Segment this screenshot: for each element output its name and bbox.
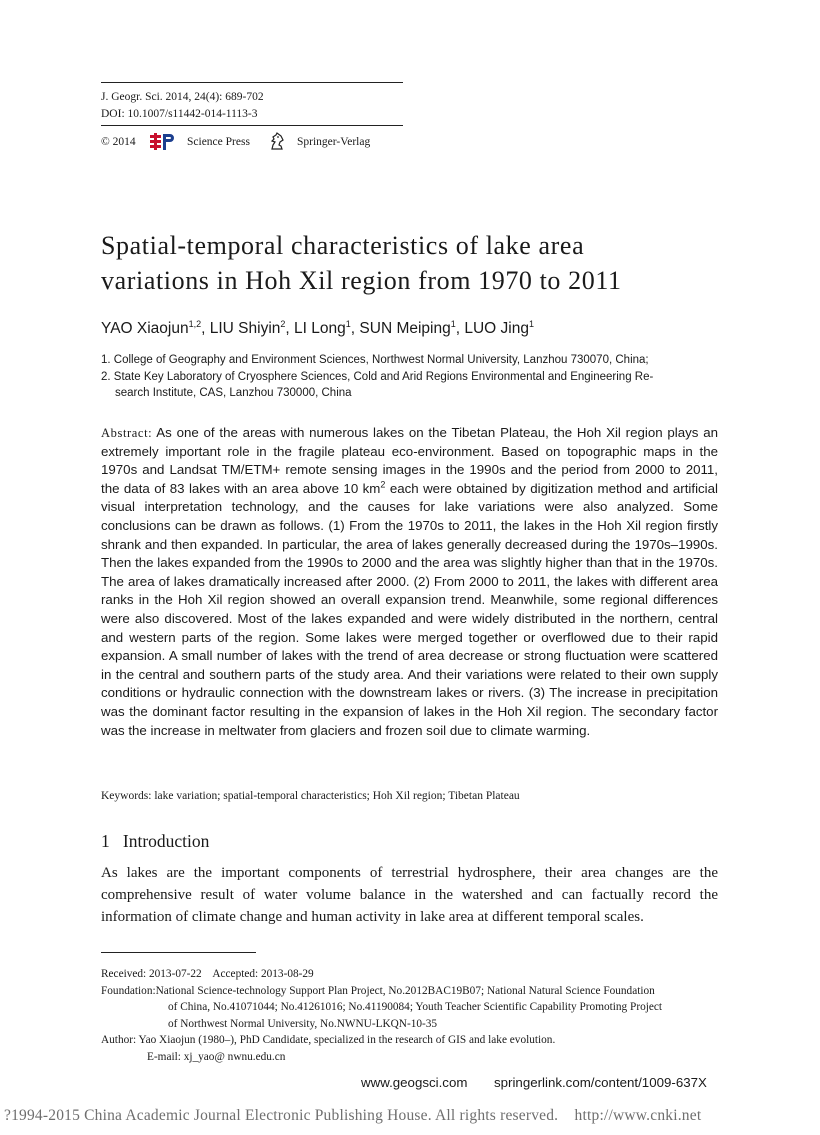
cnki-copyright-notice: ?1994-2015 China Academic Journal Electronic Publishing House. All rights reserved. http://www.cnki.net — [4, 1107, 702, 1124]
introduction-paragraph: As lakes are the important components of terrestrial hydrosphere, their area changes are the comprehensive result of water volume balance in the watershed and can factually record the information of climate change and human activity in lake area at different temporal scales. — [101, 865, 718, 925]
abstract-text-part-1: As one of the areas with numerous lakes on the Tibetan Plateau, the Hoh Xil region plays an extremely important role in the fragile plateau eco-environment. Based on topographic maps in the 1970s and Landsat TM/ETM+ remote sensing images in the 1990s and the period from 2000 to 2011, the data of 83 lakes with an area above 10 km — [101, 425, 718, 496]
footnote-rule — [101, 952, 256, 953]
affiliation-1: 1. College of Geography and Environment Sciences, Northwest Normal University, Lanzhou 730070, China; — [101, 354, 649, 366]
journal-citation: J. Geogr. Sci. 2014, 24(4): 689-702 — [101, 91, 264, 103]
author-bio: Author: Yao Xiaojun (1980–), PhD Candidate, specialized in the research of GIS and lake evolution. — [101, 1034, 556, 1046]
publisher-springer: Springer-Verlag — [297, 136, 371, 148]
author-2[interactable]: LI Long$^1$ — [294, 318, 351, 337]
foundation-line-2: of China, No.41071044; No.41261016; No.41190084; Youth Teacher Scientific Capability Promoting Project — [168, 1001, 663, 1013]
foundation-line-1: Foundation:National Science-technology Support Plan Project, No.2012BAC19B07; National Natural Science Foundation — [101, 984, 655, 997]
header-bottom-rule — [101, 125, 403, 126]
section-heading-introduction: 1 Introduction — [101, 831, 210, 851]
abstract — [101, 424, 718, 740]
springer-knight-logo-icon — [267, 131, 287, 151]
header-top-rule — [101, 82, 403, 83]
affiliations — [101, 352, 721, 402]
footer-website-link[interactable]: www.geogsci.com — [361, 1075, 468, 1090]
abstract-text-part-2: each were obtained by digitization method and artificial visual interpretation technology, and the causes for lake variations were also analyzed. Some conclusions can be drawn as follows. (1) From the 1970s to 2011, the lakes in the Hoh Xil region firstly shrank and then expanded. In particular, the area of lakes generally decreased during the 1970s–1990s. Then the lakes expanded from the 1990s to 2000 and the area was slightly higher than that in the 1970s. The area of lakes dramatically increased after 2000. (2) From 2000 to 2011, the lakes with different area ranks in the Hoh Xil region showed an overall expansion trend. Meanwhile, some regional differences were also discovered. Most of the lakes expanded and were widely distributed in the northern, central and western parts of the region. Some lakes were merged together or overflowed due to their rapid expansion. A small number of lakes with the trend of area decrease or strong fluctuation were scattered in the central and southern parts of the study area. And their variations were related to their own supply conditions or hydraulic connection with the downstream lakes or rivers. (3) The increase in precipitation was the dominant factor resulting in the expansion of lakes in the Hoh Xil region. The secondary factor was the increase in meltwater from glaciers and frozen soil due to climate warming. — [101, 480, 718, 738]
title-line-2: variations in Hoh Xil region from 1970 to 2011 — [101, 266, 622, 295]
footnotes — [101, 966, 721, 1065]
author-1[interactable]: LIU Shiyin$^2$ — [209, 318, 286, 337]
copyright-year: © 2014 — [101, 136, 136, 148]
author-list: YAO Xiaojun$^{1,2}$, LIU Shiyin$^2$, LI Long$^1$, SUN Meiping$^1$, LUO Jing$^1$ — [101, 318, 534, 337]
science-press-logo-icon — [149, 133, 176, 151]
abstract-label: Abstract: — [101, 426, 153, 440]
paper-title — [101, 228, 741, 298]
author-0[interactable]: YAO Xiaojun$^{1,2}$ — [101, 318, 202, 337]
copyright-line — [101, 134, 421, 154]
affiliation-2-line-2: search Institute, CAS, Lanzhou 730000, China — [115, 387, 352, 399]
author-email[interactable]: E-mail: xj_yao@ nwnu.edu.cn — [147, 1050, 286, 1063]
footer-springer-link[interactable]: springerlink.com/content/1009-637X — [494, 1075, 707, 1090]
doi[interactable]: DOI: 10.1007/s11442-014-1113-3 — [101, 108, 258, 120]
title-line-1: Spatial-temporal characteristics of lake area — [101, 231, 585, 260]
affiliation-2-line-1: 2. State Key Laboratory of Cryosphere Sciences, Cold and Arid Regions Environmental and Engineering Re- — [101, 370, 654, 383]
author-3[interactable]: SUN Meiping$^1$ — [359, 318, 456, 337]
abstract-superscript: 2 — [380, 479, 386, 490]
author-4[interactable]: LUO Jing$^1$ — [464, 318, 534, 337]
keywords: Keywords: lake variation; spatial-temporal characteristics; Hoh Xil region; Tibetan Plateau — [101, 790, 520, 802]
publisher-science-press: Science Press — [187, 136, 250, 148]
foundation-line-3: of Northwest Normal University, No.NWNU-LKQN-10-35 — [168, 1017, 438, 1030]
received-accepted-dates: Received: 2013-07-22 Accepted: 2013-08-29 — [101, 968, 314, 980]
